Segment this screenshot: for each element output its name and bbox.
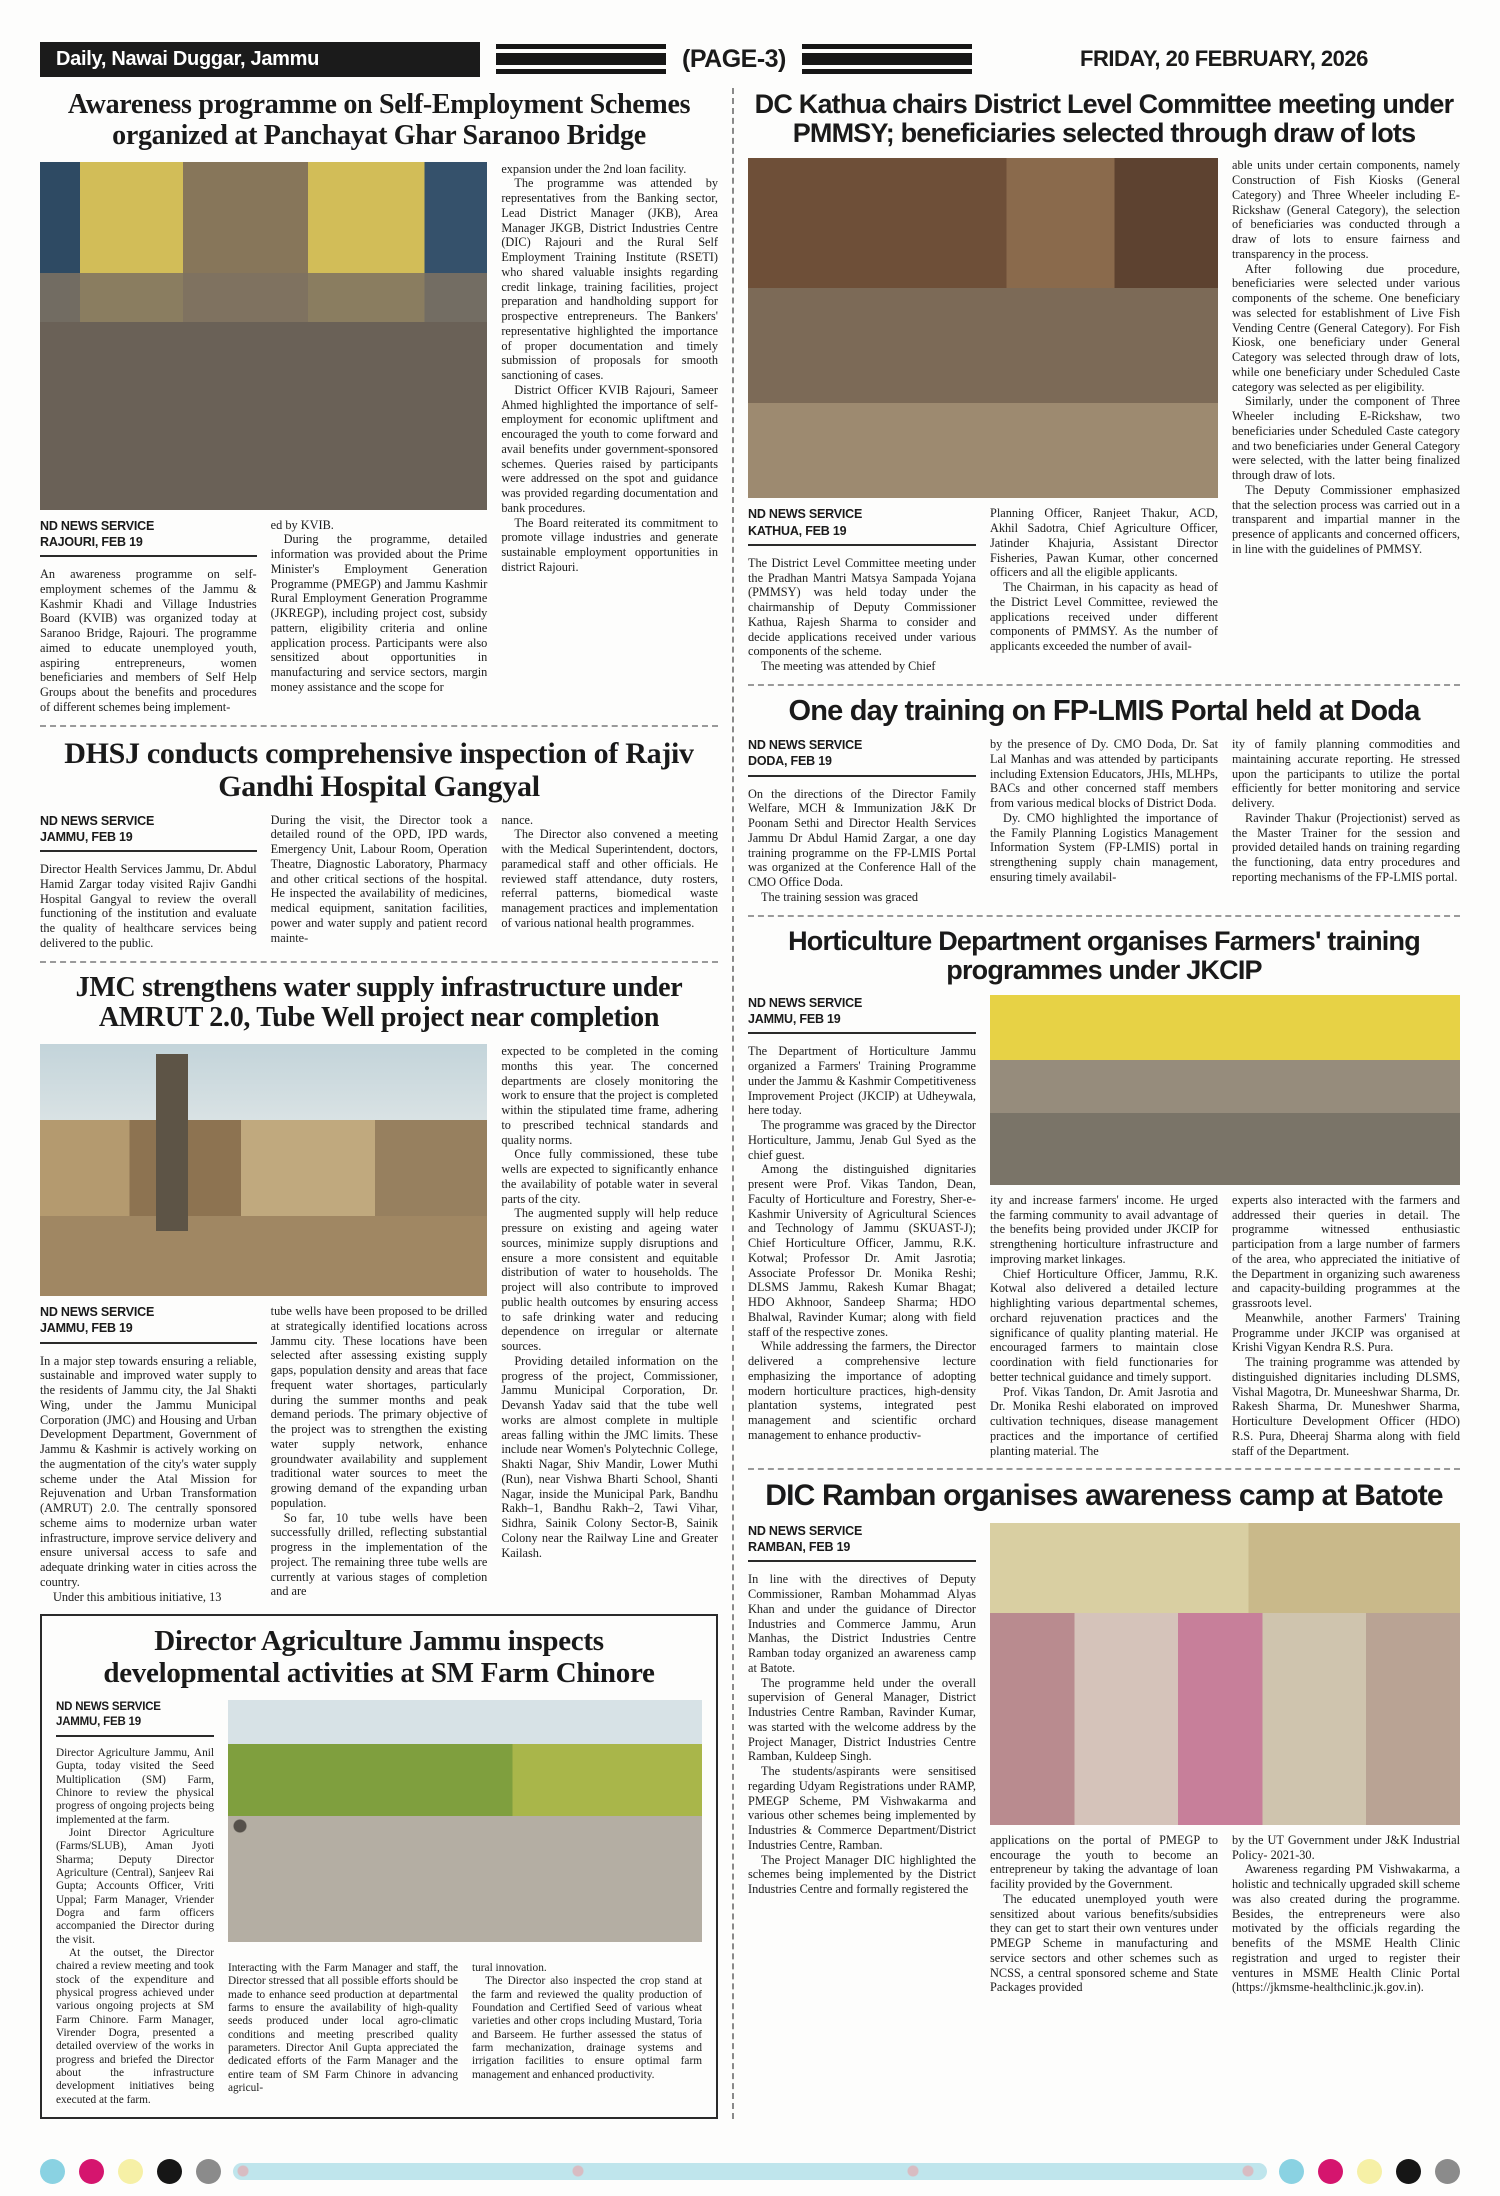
- paragraph: The training session was graced: [761, 889, 919, 904]
- news-service: ND NEWS SERVICE: [40, 813, 155, 828]
- paragraph: experts also interacted with the farmers and addressed their queries in detail. The programme witnessed enthusiastic participation from a large number of farmers of the area, who appreciated the initiative of the Department in organizing such awareness and capacity-building programmes at the grassroots level.: [1232, 1192, 1460, 1311]
- gray-dot-icon: [1435, 2159, 1460, 2184]
- page-number-label: (PAGE-3): [682, 44, 786, 73]
- color-registration-dots-right: [1279, 2159, 1460, 2184]
- paragraph: Chief Horticulture Officer, Jammu, R.K. Kotwal also delivered a detailed lecture highlighting various departmental schemes, orchard rejuvenation practices and the significance of quality planting material. He encouraged farmers to maintain close coordination with field functionaries for better technical guidance and timely support.: [990, 1266, 1218, 1384]
- paragraph: The Chairman, in his capacity as head of the District Level Committee, reviewed the applications received under different components of PMMSY. As the number of applicants exceeded the number of avail-: [990, 580, 1218, 654]
- column-text: [40, 1354, 257, 1605]
- text-column-3: [472, 1962, 702, 2107]
- text-column-2: [271, 518, 488, 715]
- paragraph: The educated unemployed youth were sensitized about various benefits/subsidies they can get to start their own ventures under PMEGP Scheme in manufacturing and service sectors and other schemes such as NCSS, a central sponsored scheme and State Packages provided: [990, 1891, 1218, 1995]
- dateline: JAMMU, FEB 19: [40, 829, 133, 844]
- color-registration-dots-left: [40, 2159, 221, 2184]
- text-column-2: [271, 813, 488, 951]
- news-service: ND NEWS SERVICE: [748, 507, 863, 522]
- cyan-registration-bar: [233, 2163, 1267, 2180]
- paragraph: by the presence of Dy. CMO Doda, Dr. Sat Lal Manhas and was attended by participants including Extension Educators, JHIs, MLHPs, BACs and other concerned staff members from various medical blocks of District Doda.: [990, 737, 1218, 811]
- text-column-2: [228, 1962, 458, 2107]
- dateline: JAMMU, FEB 19: [40, 1321, 133, 1336]
- paragraph: Under this ambitious initiative, 13: [53, 1589, 222, 1604]
- paragraph: Awareness regarding PM Vishwakarma, a holistic and technically upgraded skill scheme was also created during the programme. Besides, the entrepreneurs were also motivated by the officials regarding the benefits of the MSME Health Clinic registration and urged to register their ventures in MSME Health Clinic Portal (https://jkmsme-healthclinic.jk.gov.in).: [1232, 1862, 1460, 1995]
- paragraph: Interacting with the Farm Manager and staff, the Director stressed that all possible efforts should be made to enhance seed production at departmental farms to ensure the availability of high-quality seeds produced under local agro-climatic conditions and meeting prescribed quality parameters. Director Anil Gupta appreciated the dedicated efforts of the Farm Manager and the entire team of SM Farm Chinore in advancing agricul-: [228, 1961, 458, 2094]
- article-photo-committee-meeting: [748, 158, 1218, 498]
- paragraph: After following due procedure, beneficiaries were selected under various components of the scheme. One beneficiary was selected for establishment of Live Fish Vending Centre (General Category). For Fish Kiosk, one beneficiary under General Category was selected through draw of lots, while one beneficiary under Scheduled Caste category was selected as per eligibility.: [1232, 261, 1460, 394]
- column-text: [748, 1044, 976, 1442]
- article-headline: DHSJ conducts comprehensive inspection of Rajiv Gandhi Hospital Gangyal: [64, 736, 694, 803]
- paragraph: tural innovation.: [472, 1961, 547, 1974]
- text-column-3: [1232, 158, 1460, 674]
- byline: [748, 995, 976, 1035]
- news-service: ND NEWS SERVICE: [56, 1701, 161, 1714]
- paragraph: While addressing the farmers, the Director delivered a comprehensive lecture emphasizing the importance of adopting modern horticulture practices, high-density plantation systems, integrated pest management and scientific orchard management to enhance productiv-: [748, 1339, 976, 1442]
- dashed-separator: [748, 915, 1460, 917]
- article-dc-kathua-pmmsy: [748, 90, 1460, 674]
- article-headline: DIC Ramban organises awareness camp at Batote: [765, 1479, 1443, 1513]
- column-text: [56, 1747, 214, 2107]
- dateline: KATHUA, FEB 19: [748, 523, 847, 538]
- paragraph: able units under certain components, namely Construction of Fish Kiosks (General Category) and Three Wheeler including E-Rickshaw (General Category), the selection of beneficiaries was conducted through a draw of lots to ensure fairness and transparency in the process.: [1232, 158, 1460, 261]
- news-service: ND NEWS SERVICE: [748, 738, 863, 753]
- magenta-dot-icon: [1318, 2159, 1343, 2184]
- news-service: ND NEWS SERVICE: [40, 1305, 155, 1320]
- cyan-dot-icon: [40, 2159, 65, 2184]
- byline: [748, 737, 976, 777]
- byline: [40, 813, 257, 853]
- black-dot-icon: [1396, 2159, 1421, 2184]
- article-headline: One day training on FP-LMIS Portal held at Doda: [788, 694, 1420, 727]
- text-column-3: [501, 813, 718, 951]
- paragraph: ity and increase farmers' income. He urged the farming community to avail advantage of the benefits being provided under JKCIP for strengthening horticulture infrastructure and improving market linkages.: [990, 1192, 1218, 1266]
- text-column-3: [1232, 737, 1460, 905]
- magenta-dot-icon: [79, 2159, 104, 2184]
- dashed-separator: [748, 1468, 1460, 1470]
- paragraph: ity of family planning commodities and maintaining accurate reporting. He stressed upon the participants to utilize the portal efficiently for better monitoring and service delivery.: [1232, 737, 1460, 811]
- paragraph: During the visit, the Director took a detailed round of the OPD, IPD wards, Emergency Unit, Labour Room, Operation Theatre, Diagnostic Laboratory, Pharmacy and other critical sections of the hospital. He inspected the availability of medicines, medical equipment, sanitation facilities, power and water supply and patient record mainte-: [270, 812, 488, 945]
- article-headline: Awareness programme on Self-Employment Schemes organized at Panchayat Ghar Saranoo Bridge: [67, 89, 691, 151]
- column-text: [748, 787, 976, 905]
- page-content: [40, 88, 1460, 2119]
- divider-stripes-icon: [802, 44, 972, 74]
- paragraph: Among the distinguished dignitaries present were Prof. Vikas Tandon, Dean, Faculty of Horticulture and Forestry, Sher-e-Kashmir University of Agricultural Sciences and Technology of Jammu (SKUAST-J); Chief Horticulture Officer, Jammu, R.K. Kotwal; Professor Dr. Amit Jasrotia; Associate Professor Dr. Monika Reshi; DLSMS Jammu, Rakesh Kumar Bhagat; HDO Akhnoor, Sandeep Sharma; HDO Bhalwal, Ravinder Kumar; along with field staff of the respective zones.: [748, 1162, 976, 1339]
- column-text: [40, 567, 257, 715]
- byline: [56, 1700, 214, 1737]
- paragraph: applications on the portal of PMEGP to encourage the youth to become an entrepreneur by taking the advantage of loan facility provided by the Government.: [990, 1832, 1218, 1892]
- text-column-1: [748, 506, 976, 674]
- news-service: ND NEWS SERVICE: [748, 995, 863, 1010]
- paragraph: In line with the directives of Deputy Commissioner, Ramban Mohammad Alyas Khan and under the guidance of Director Industries and Commerce Jammu, Arun Manhas, the District Industries Centre Ramban today organized an awareness camp at Batote.: [748, 1572, 976, 1675]
- text-column-3: [1232, 1833, 1460, 1995]
- text-column-3: [1232, 1193, 1460, 1459]
- text-column-1: [56, 1700, 214, 2107]
- paragraph: The programme held under the overall supervision of General Manager, District Industries Centre Ramban, Ravinder Kumar, was started with the welcome address by the Project Manager, District Industries Centre Ramban, Kuldeep Singh.: [748, 1675, 976, 1764]
- paragraph: by the UT Government under J&K Industrial Policy- 2021-30.: [1232, 1832, 1460, 1862]
- article-dic-ramban-camp: [748, 1480, 1460, 1995]
- paragraph: District Officer KVIB Rajouri, Sameer Ahmed highlighted the importance of self-employment for economic upliftment and encouraged the youth to come forward and avail benefits under government-sponsored schemes. Queries raised by participants were addressed on the spot and guidance was provided regarding documentation and bank procedures.: [501, 382, 718, 515]
- paragraph: The meeting was attended by Chief: [761, 659, 936, 674]
- article-jmc-water-supply: [40, 973, 718, 1605]
- paragraph: During the programme, detailed information was provided about the Prime Minister's Employment Generation Programme (PMEGP) and Jammu Kashmir Rural Employment Generation Programme (JKREGP), including project cost, subsidy pattern, eligibility criteria and online application process. Participants were also sensitized about opportunities in manufacturing and service sectors, margin money assistance and the scope for: [270, 532, 488, 694]
- gray-dot-icon: [196, 2159, 221, 2184]
- cyan-dot-icon: [1279, 2159, 1304, 2184]
- paragraph: An awareness programme on self-employment schemes of the Jammu & Kashmir Khadi and Village Industries Board (KVIB) was organized today at Saranoo Bridge, Rajouri. The programme aimed to educate unemployed youth, aspiring entrepreneurs, women beneficiaries and members of Self Help Groups about the benefits and procedures of different schemes being implement-: [40, 567, 257, 714]
- dateline: RAMBAN, FEB 19: [748, 1540, 851, 1555]
- yellow-dot-icon: [118, 2159, 143, 2184]
- dateline: DODA, FEB 19: [748, 754, 832, 769]
- text-column-2: [990, 1193, 1218, 1459]
- article-dhsj-inspection: [40, 737, 718, 951]
- article-awareness-programme: [40, 90, 718, 715]
- text-column-1: [748, 995, 976, 1459]
- text-column-1: [748, 737, 976, 905]
- text-column-3: [501, 162, 718, 715]
- column-text: [748, 556, 976, 674]
- paragraph: In a major step towards ensuring a reliable, sustainable and improved water supply to the residents of Jammu city, the Jal Shakti Wing, under the Jammu Municipal Corporation (JMC) and Housing and Urban Development Department, Government of Jammu & Kashmir is actively working on the augmentation of the city's water supply scheme under the Atal Mission for Rejuvenation and Urban Transformation (AMRUT) 2.0. The centrally sponsored scheme aims to modernize urban water infrastructure, improve service delivery and ensure universal access to safe and adequate drinking water in cities across the country.: [40, 1353, 257, 1589]
- paragraph: tube wells have been proposed to be drilled at strategically identified locations across Jammu city. These locations have been selected after assessing existing supply gaps, population density and areas that face frequent water shortages, particularly during the summer months and peak demand periods. The primary objective of the project was to strengthen the existing water supply network, enhance groundwater availability and supplement traditional water sources to meet the growing demand of the expanding urban population.: [270, 1304, 488, 1510]
- paragraph: So far, 10 tube wells have been successfully drilled, reflecting substantial progress in the implementation of the project. The remaining three tube wells are currently at various stages of completion and are: [270, 1510, 488, 1599]
- paragraph: The Director also convened a meeting with the Medical Superintendent, doctors, paramedical staff and other officials. He reviewed staff attendance, duty rosters, referral patterns, biomedical waste management practices and implementation of various national health programmes.: [501, 827, 718, 930]
- paragraph: Similarly, under the component of Three Wheeler including E-Rickshaw, two beneficiaries under Scheduled Caste category and two beneficiaries under General Category were selected, with the latter being finalized through draw of lots.: [1232, 394, 1460, 483]
- print-registration-strip: [40, 2159, 1460, 2184]
- article-headline: JMC strengthens water supply infrastructure under AMRUT 2.0, Tube Well project near completion: [75, 971, 683, 1034]
- paragraph: Planning Officer, Ranjeet Thakur, ACD, Akhil Sadotra, Chief Agriculture Officer, Jatinder Khajuria, Assistant Director Fisheries, Pawan Kumar, other concerned officers and all the eligible applicants.: [990, 506, 1218, 580]
- byline: [40, 1304, 257, 1344]
- dashed-separator: [40, 725, 718, 727]
- paragraph: nance.: [501, 812, 534, 827]
- right-column-group: [732, 88, 1460, 2119]
- article-headline: Director Agriculture Jammu inspects developmental activities at SM Farm Chinore: [103, 1625, 655, 1690]
- text-column-1: [40, 1304, 257, 1604]
- paragraph: Prof. Vikas Tandon, Dr. Amit Jasrotia and Dr. Monika Reshi elaborated on improved cultivation techniques, disease management practices and the importance of certified planting material. The: [990, 1384, 1218, 1458]
- paragraph: ed by KVIB.: [270, 517, 334, 532]
- article-headline: DC Kathua chairs District Level Committee meeting under PMMSY; beneficiaries selected through draw of lots: [754, 89, 1454, 149]
- black-dot-icon: [157, 2159, 182, 2184]
- paragraph: expected to be completed in the coming months this year. The concerned departments are closely monitoring the work to ensure that the project is completed within the stipulated time frame, adhering to prescribed technical standards and quality norms.: [501, 1044, 718, 1147]
- news-service: ND NEWS SERVICE: [40, 518, 155, 533]
- article-fplmis-training: [748, 696, 1460, 905]
- article-photo-awareness-camp: [990, 1523, 1460, 1825]
- text-column-2: [990, 506, 1218, 674]
- news-service: ND NEWS SERVICE: [748, 1523, 863, 1538]
- text-column-1: [40, 518, 257, 715]
- text-column-1: [40, 813, 257, 951]
- paragraph: Once fully commissioned, these tube wells are expected to significantly enhance the availability of potable water in several parts of the city.: [501, 1147, 718, 1206]
- issue-date: FRIDAY, 20 FEBRUARY, 2026: [1080, 46, 1368, 71]
- text-column-2: [271, 1304, 488, 1604]
- article-photo-tube-well-rig: [40, 1044, 487, 1296]
- dateline: RAJOURI, FEB 19: [40, 534, 143, 549]
- dateline: JAMMU, FEB 19: [56, 1716, 141, 1729]
- article-headline: Horticulture Department organises Farmers' training programmes under JKCIP: [788, 925, 1420, 985]
- article-horticulture-jkcip: [748, 927, 1460, 1459]
- paragraph: The programme was graced by the Director Horticulture, Jammu, Jenab Gul Syed as the chief guest.: [748, 1118, 976, 1162]
- paragraph: On the directions of the Director Family Welfare, MCH & Immunization J&K Dr Poonam Sethi and Director Health Services Jammu Dr Abdul Hamid Zargar, a one day training programme on the FP-LMIS Portal was organized at the Conference Hall of the CMO Office Doda.: [748, 786, 976, 890]
- text-column-3: [501, 1044, 718, 1604]
- byline: [748, 1523, 976, 1563]
- paragraph: The programme was attended by representatives from the Banking sector, Lead District Manager (JKB), Area Manager JKGB, District Industries Centre (DIC) Rajouri and the Rural Self Employment Training Institute (RSETI) who shared valuable insights regarding credit linkage, training facilities, project preparation and handholding support for prospective entrepreneurs. The Bankers' representative highlighted the importance of proper documentation and timely submission of proposals for smooth sanctioning of cases.: [501, 176, 718, 383]
- left-column-group: [40, 88, 732, 2119]
- paragraph: Director Agriculture Jammu, Anil Gupta, today visited the Seed Multiplication (SM) Farm, Chinore to review the physical progress of ongoing projects being implemented at the farm.: [56, 1747, 214, 1826]
- paragraph: The augmented supply will help reduce pressure on existing and ageing water sources, minimize supply disruptions and ensure a more consistent and equitable distribution of water to households. The project will also contribute to improved public health outcomes by ensuring access to safe drinking water and reducing dependence on irregular or alternate sources.: [501, 1206, 718, 1354]
- paragraph: Meanwhile, another Farmers' Training Programme under JKCIP was organised at Krishi Vigyan Kendra R.S. Pura.: [1232, 1310, 1460, 1355]
- paragraph: The Department of Horticulture Jammu organized a Farmers' Training Programme under the Jammu & Kashmir Competitiveness Improvement Project (JKCIP) at Udheywala, here today.: [748, 1044, 976, 1118]
- paragraph: The Director also inspected the crop stand at the farm and reviewed the quality production of Foundation and Certified Seed of various wheat varieties and other crops including Mustard, Toria and Barseem. He further assessed the status of farm mechanization, drainage systems and irrigation facilities to ensure optimal farm management and enhanced productivity.: [472, 1975, 702, 2081]
- column-text: [748, 1572, 976, 1897]
- article-director-agriculture: [40, 1614, 718, 2119]
- divider-stripes-icon: [496, 44, 666, 74]
- page-header: [40, 40, 1460, 78]
- masthead: Daily, Nawai Duggar, Jammu: [40, 42, 480, 77]
- paragraph: The Board reiterated its commitment to promote village industries and generate sustainable employment opportunities in district Rajouri.: [501, 515, 718, 574]
- paragraph: The training programme was attended by distinguished dignitaries including DLSMS, Vishal Magotra, Dr. Muneeshwar Sharma, Dr. Rakesh Sharma, Dr. Muneshwer Sharma, Horticulture Development Officer (HDO) R.S. Pura, Dheeraj Sharma along with field staff of the Department.: [1232, 1355, 1460, 1458]
- paragraph: Ravinder Thakur (Projectionist) served as the Master Trainer for the session and provided detailed hands on training regarding the functioning, data entry procedures and reporting mechanisms of the FP-LMIS portal.: [1232, 810, 1460, 884]
- yellow-dot-icon: [1357, 2159, 1382, 2184]
- article-photo-farmers-training: [990, 995, 1460, 1185]
- paragraph: expansion under the 2nd loan facility.: [501, 161, 687, 176]
- text-column-2: [990, 737, 1218, 905]
- paragraph: The Project Manager DIC highlighted the schemes being implemented by the District Industries Centre and formally registered the: [748, 1852, 976, 1897]
- dashed-separator: [748, 684, 1460, 686]
- paragraph: The Deputy Commissioner emphasized that the selection process was carried out in a transparent and impartial manner in the presence of applicants and concerned officers, in line with the guidelines of PMMSY.: [1232, 482, 1460, 556]
- article-photo-awareness-event: [40, 162, 487, 510]
- text-column-1: [748, 1523, 976, 1995]
- column-text: [40, 862, 257, 951]
- dashed-separator: [40, 961, 718, 963]
- paragraph: Providing detailed information on the progress of the project, Commissioner, Jammu Municipal Corporation, Dr. Devansh Yadav said that the tube well works are almost complete in multiple areas falling within the JMC limits. These include near Women's Polytechnic College, Shakti Nagar, Shiv Mandir, Lower Muthi (Run), near Vishwa Bharti School, Shanti Nagar, inside the Municipal Park, Bandhu Rakh–1, Bandhu Rakh–2, Tawi Vihar, Sidhra, Sainik Colony Sector-B, Sainik Colony near the Railway Line and Greater Kailash.: [501, 1353, 718, 1560]
- paragraph: Director Health Services Jammu, Dr. Abdul Hamid Zargar today visited Rajiv Gandhi Hospital Gangyal to review the overall functioning of the institution and evaluate the quality of healthcare services being delivered to the public.: [40, 862, 257, 950]
- paragraph: The students/aspirants were sensitised regarding Udyam Registrations under RAMP, PMEGP Scheme, PM Vishwakarma and various other schemes being implemented by Industries & Commerce Department/District Industries Centre, Ramban.: [748, 1764, 976, 1852]
- article-photo-farm-visit: [228, 1700, 702, 1942]
- byline: [40, 518, 257, 558]
- paragraph: The District Level Committee meeting under the Pradhan Mantri Matsya Sampada Yojana (PMMSY) was held today under the chairmanship of Deputy Commissioner Kathua, Rajesh Sharma to consider and decide applications received under various components of the scheme.: [748, 555, 976, 659]
- paragraph: At the outset, the Director chaired a review meeting and took stock of the expenditure and physical progress achieved under various ongoing projects at SM Farm Chinore. Farm Manager, Virender Dogra, presented a detailed overview of the works in progress and briefed the Director about the infrastructure development initiatives being executed at the farm.: [56, 1947, 214, 2106]
- paragraph: Dy. CMO highlighted the importance of the Family Planning Logistics Management Information System (FP-LMIS) portal in strengthening supply chain management, ensuring timely availabil-: [990, 810, 1218, 884]
- text-column-2: [990, 1833, 1218, 1995]
- paragraph: Joint Director Agriculture (Farms/SLUB), Aman Jyoti Sharma; Deputy Director Agriculture (Central), Sanjeev Rai Gupta; Accounts Officer, Vriti Uppal; Farm Manager, Vriender Dogra and farm officers accompanied the Director during the visit.: [56, 1827, 214, 1946]
- byline: [748, 506, 976, 546]
- dateline: JAMMU, FEB 19: [748, 1012, 841, 1027]
